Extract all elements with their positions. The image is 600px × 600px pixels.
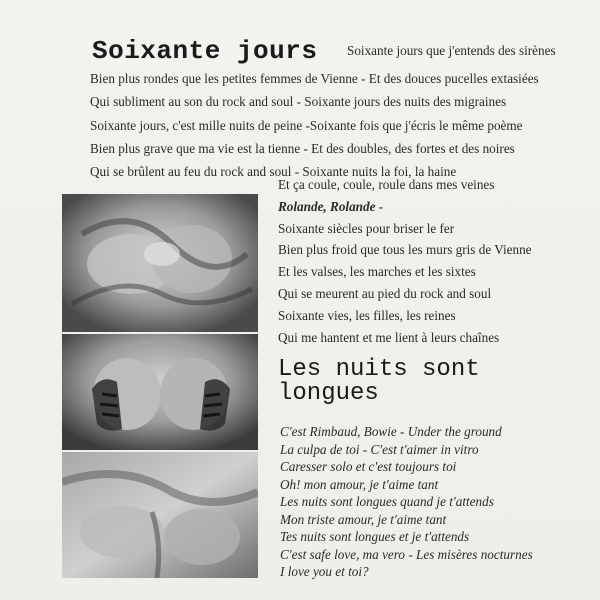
section-title-soixante-jours: Soixante jours <box>92 36 318 66</box>
verse-line: Mon triste amour, je t'aime tant <box>280 511 447 527</box>
verse-line: Et ça coule, coule, roule dans mes veines <box>278 177 495 192</box>
verse-line: Caresser solo et c'est toujours toi <box>280 459 457 474</box>
photo-close-up-skin <box>62 452 258 578</box>
lead-line: Soixante jours que j'entends des sirènes <box>347 43 556 58</box>
title-line-1: Les nuits sont <box>278 356 480 383</box>
verse-line: Soixante jours, c'est mille nuits de peine -Soixante fois que j'écris le même poème <box>90 117 523 133</box>
verse-line: Qui se meurent au pied du rock and soul <box>278 285 492 301</box>
verse-line: Oh! mon amour, je t'aime tant <box>280 476 439 492</box>
verse-line: Qui se brûlent au feu du rock and soul - Soixante nuits la foi, la haine <box>90 164 457 180</box>
verse-line: Les nuits sont longues quand je t'attends <box>280 494 494 509</box>
verse-line: Bien plus froid que tous les murs gris de Vienne <box>278 242 532 258</box>
verse-line: La culpa de toi - C'est t'aimer in vitro <box>280 441 479 457</box>
verse-line: C'est safe love, ma vero - Les misères nocturnes <box>280 546 533 562</box>
verse-line: Soixante vies, les filles, les reines <box>278 307 456 323</box>
verse-line: C'est Rimbaud, Bowie - Under the ground <box>280 424 502 439</box>
italic-verse <box>280 423 533 581</box>
verse-line: Tes nuits sont longues et je t'attends <box>280 529 470 544</box>
verse-line: I love you et toi? <box>280 564 369 579</box>
top-verse <box>90 67 539 183</box>
verse-line: Bien plus rondes que les petites femmes de Vienne - Et des douces pucelles extasiées <box>90 71 539 86</box>
verse-line: Bien plus grave que ma vie est la tienne - Et des doubles, des fortes et des noires <box>90 140 515 156</box>
verse-line: Qui me hantent et me lient à leurs chaînes <box>278 329 500 345</box>
title-line-2: longues <box>278 380 379 407</box>
photo-hands-on-torso <box>62 334 258 450</box>
verse-line-refrain: Rolande, Rolande - <box>278 198 384 214</box>
right-verse <box>278 174 532 348</box>
section-title-les-nuits-sont-longues <box>278 358 480 406</box>
verse-line: Et les valses, les marches et les sixtes <box>278 264 476 280</box>
photo-intertwined-bodies <box>62 194 258 332</box>
verse-line: Soixante siècles pour briser le fer <box>278 220 455 236</box>
verse-line: Qui subliment au son du rock and soul - Soixante jours des nuits des migraines <box>90 94 507 110</box>
